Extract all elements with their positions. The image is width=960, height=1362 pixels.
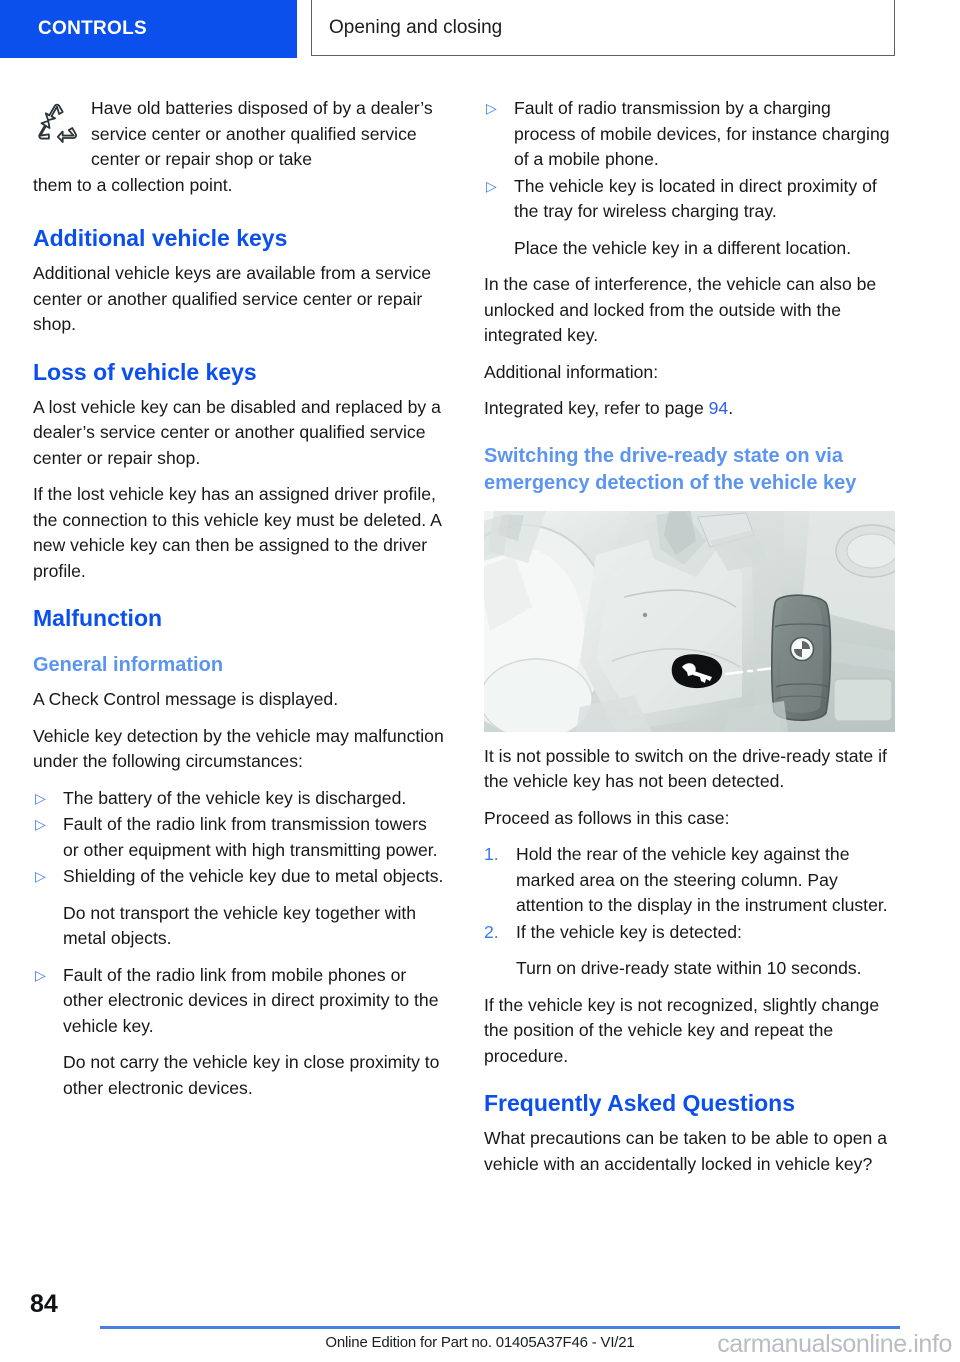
heading-frequently-asked-questions: Frequently Asked Questions [484, 1090, 795, 1116]
triangle-bullet-icon: ▷ [35, 789, 46, 806]
list-item [484, 174, 896, 225]
list-item [484, 842, 896, 919]
cross-reference-suffix: . [728, 398, 734, 418]
steering-column-key-detection-illustration [484, 511, 895, 732]
list-item [33, 963, 445, 1040]
paragraph-additional-keys: Additional vehicle keys are available from a service center or another qualified service center or repair shop. [33, 263, 432, 334]
paragraph-check-control: A Check Control message is displayed. [33, 689, 339, 709]
heading-additional-vehicle-keys: Additional vehicle keys [33, 225, 288, 251]
list-item-text: The battery of the vehicle key is discharged. [63, 787, 407, 808]
site-watermark: carmanualsonline.info [717, 1330, 952, 1358]
step-number: 1. [484, 844, 499, 864]
cross-reference-prefix: Integrated key, refer to page [484, 398, 709, 418]
paragraph-loss-2: If the lost vehicle key has an assigned driver profile, the connection to this vehicle key must be deleted. A new vehicle key can then be assigned to the driver profile. [33, 484, 441, 581]
cross-reference-line [484, 396, 896, 422]
heading-general-information: General information [33, 654, 224, 676]
step-number: 2. [484, 921, 499, 942]
list-item-note: Place the vehicle key in a different location. [514, 237, 852, 258]
list-item-text: Shielding of the vehicle key due to metal objects. [63, 866, 444, 886]
heading-switching-drive-ready: Switching the drive-ready state on via emergency detection of the vehicle key [484, 444, 857, 494]
interference-bullet-list [484, 96, 896, 225]
recycling-note-rest: them to a collection point. [33, 174, 233, 195]
step-note: Turn on drive-ready state within 10 seconds. [516, 958, 862, 978]
recycling-note [33, 96, 445, 198]
list-item-text: Fault of the radio link from mobile phones or other electronic devices in direct proximity to the vehicle key. [63, 964, 439, 1036]
list-item-text: The vehicle key is located in direct proximity of the tray for wireless charging tray. [514, 175, 877, 221]
list-item-text: Fault of the radio link from transmission towers or other equipment with high transmitting power. [63, 814, 438, 860]
page-reference-link[interactable]: 94 [708, 398, 729, 418]
right-column [484, 96, 896, 1188]
paragraph-faq: What precautions can be taken to be able to open a vehicle with an accidentally locked in vehicle key? [484, 1128, 887, 1174]
paragraph-detection-intro: Vehicle key detection by the vehicle may malfunction under the following circumstances: [33, 725, 444, 771]
triangle-bullet-icon: ▷ [35, 816, 46, 832]
list-item [33, 864, 445, 890]
paragraph-loss-1: A lost vehicle key can be disabled and replaced by a dealer’s service center or another qualified service center or repair shop. [33, 396, 441, 468]
triangle-bullet-icon: ▷ [35, 868, 46, 884]
malfunction-bullet-list-continued [33, 963, 445, 1040]
recycling-note-indented: Have old batteries disposed of by a dealer’s service center or another qualified service center or repair shop or take [91, 98, 433, 169]
paragraph-proceed: Proceed as follows in this case: [484, 807, 730, 828]
triangle-bullet-icon: ▷ [35, 966, 46, 983]
heading-malfunction: Malfunction [33, 605, 163, 631]
triangle-bullet-icon: ▷ [486, 177, 497, 194]
page-header [0, 0, 960, 64]
recycling-icon [31, 99, 83, 151]
chapter-label: CONTROLS [38, 18, 148, 39]
recycling-note-text [33, 96, 445, 198]
list-item [33, 812, 445, 863]
list-item [484, 920, 896, 946]
paragraph-not-possible: It is not possible to switch on the drive-ready state if the vehicle key has not been detected. [484, 745, 887, 791]
list-item [484, 96, 896, 173]
paragraph-not-recognized: If the vehicle key is not recognized, slightly change the position of the vehicle key and repeat the procedure. [484, 994, 880, 1066]
left-column [33, 96, 445, 1102]
triangle-bullet-icon: ▷ [486, 100, 497, 116]
page-number: 84 [30, 1290, 58, 1318]
paragraph-interference: In the case of interference, the vehicle can also be unlocked and locked from the outside with the integrated key. [484, 274, 877, 345]
section-tab [311, 0, 895, 56]
section-label: Opening and closing [329, 16, 503, 38]
list-item [33, 786, 445, 812]
heading-loss-of-vehicle-keys: Loss of vehicle keys [33, 358, 257, 385]
step-text: Hold the rear of the vehicle key against the marked area on the steering column. Pay attention to the display in the instrument cluster. [516, 844, 888, 915]
procedure-step-list [484, 842, 896, 945]
list-item-text: Fault of radio transmission by a charging process of mobile devices, for instance charging of a mobile phone. [514, 98, 890, 169]
footer-divider [100, 1326, 900, 1329]
chapter-tab [0, 0, 297, 58]
malfunction-bullet-list [33, 786, 445, 890]
list-item-note: Do not transport the vehicle key together with metal objects. [63, 902, 417, 948]
paragraph-additional-information-label: Additional information: [484, 361, 659, 382]
list-item-note: Do not carry the vehicle key in close proximity to other electronic devices. [63, 1052, 440, 1098]
edition-notice: Online Edition for Part no. 01405A37F46 - VI/21 [325, 1334, 635, 1351]
step-text: If the vehicle key is detected: [516, 921, 742, 942]
